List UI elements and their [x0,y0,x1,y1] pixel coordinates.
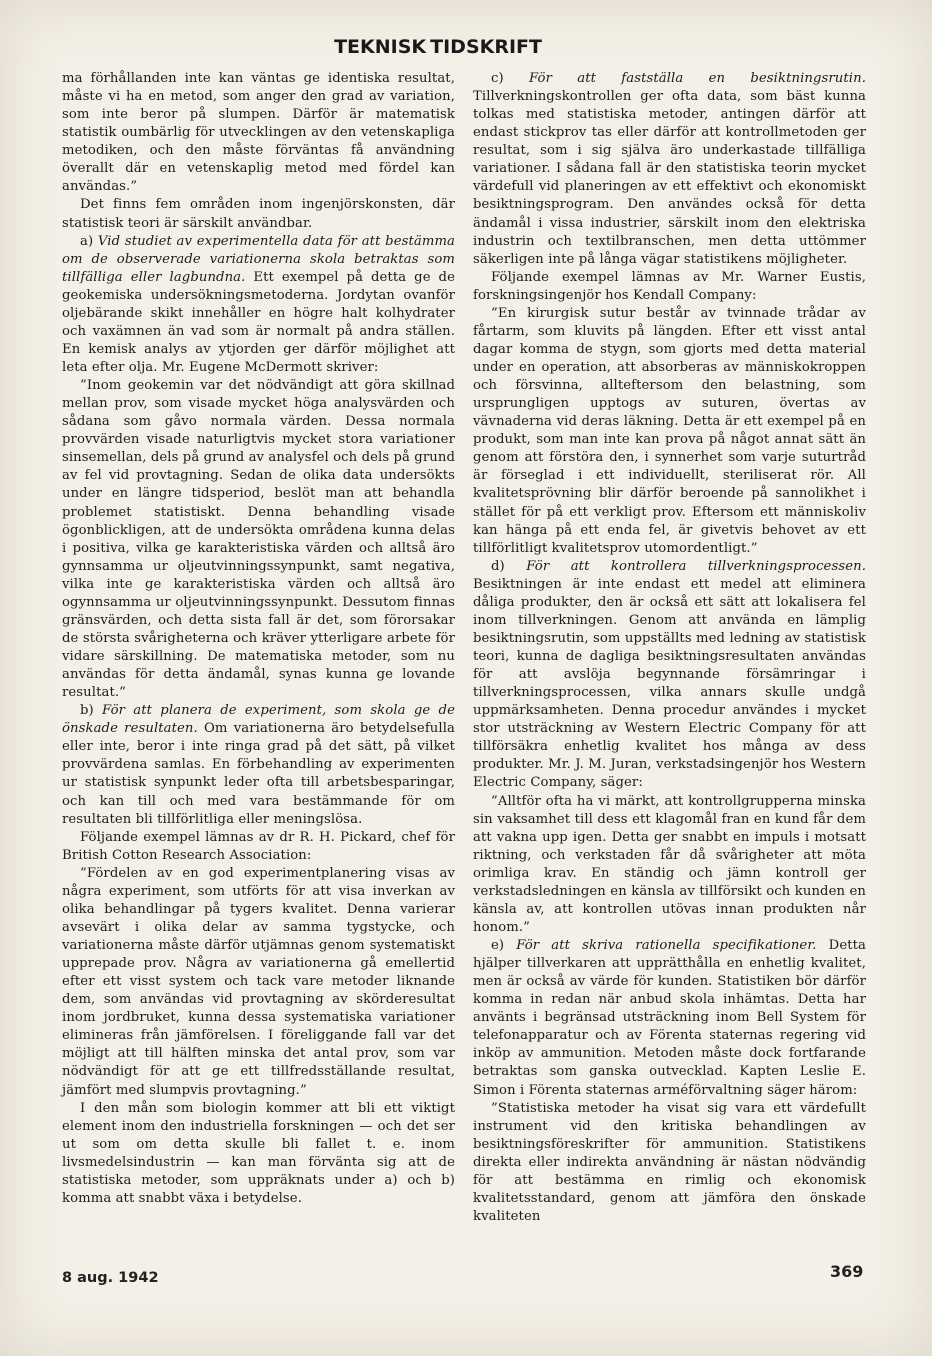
item-label: b) [80,703,103,719]
item-heading: För att planera de experiment, som skola ge de önskade resultaten. [62,703,455,737]
item-label: a) [80,233,98,249]
page-number: 369 [830,1262,864,1281]
paragraph-text: Ett exempel på detta ge de geokemiska undersökningsmetoderna. Jordytan ovanför oljebärande skikt innehåller en högre halt kolhydrater och vaxämnen än vad som är normalt på andra ställen. En kemisk analys av ytjorden ger därför möjlighet att leta efter olja. Mr. Eugene McDermott skriver: [62,269,455,375]
paragraph [473,937,866,1100]
paragraph: I den mån som biologin kommer att bli ett viktigt element inom den industriella forskningen — och det ser ut som om detta skulle bli fallet t. e. inom livsmedelsindustrin — kan man förvänta sig att de statistiska metoder, som uppräknats under a) och b) komma att snabbt växa i betydelse. [62,1100,455,1206]
item-label: e) [491,938,517,953]
issue-date: 8 aug. 1942 [62,1270,159,1286]
left-column [62,70,455,1208]
paragraph [473,70,866,269]
quote-paragraph: ”Statistiska metoder ha visat sig vara ett värdefullt instrument vid den kritiska behandlingen av besiktningsföreskrifter för ammunition. Statistikens direkta eller indirekta användning är nästan nödvändig för att bestämma en rimlig och ekonomisk kvalitetsstandard, genom att jämföra den önskade kvaliteten [473,1100,866,1224]
paragraph-text: Besiktningen är inte endast ett medel att eliminera dåliga produkter, den är också ett sätt att lokalisera fel inom tillverkningen. Genom att använda en lämplig besiktningsrutin, som uppställts med ledning av statistisk teori, kunna de dagliga besiktningsresultaten användas för att avslöja begynnande försämringar i tillverkningsprocessen, vilka annars skulle undgå uppmärksamheten. Denna procedur användes i mycket stor utsträckning av Western Electric Company för att tillförsäkra enhetlig kvalitet hos många av dess produkter. Mr. J. M. Juran, verkstadsingenjör hos Western Electric Company, säger: [473,576,866,791]
paragraph: Följande exempel lämnas av dr R. H. Pickard, chef för British Cotton Research Association: [62,829,455,863]
item-heading: Vid studiet av experimentella data för att bestämma om de observerade variationerna skola betraktas som tillfälliga eller lagbundna. [62,233,456,285]
paragraph [473,558,866,793]
quote-paragraph: ”En kirurgisk sutur består av tvinnade trådar av fårtarm, som kluvits på längden. Efter ett visst antal dagar komma de stygn, som gjorts med detta material under en operation, att absorberas av människokroppen och försvinna, allteftersom den belastning, som ursprungligen upptogs av suturen, övertas av vävnaderna vid deras läkning. Detta är ett exempel på en produkt, som man inte kan prova på något annat sätt än genom att förstöra den, i synnerhet som varje suturtråd är förseglad i ett individuellt, steriliserat rör. All kvalitetsprövning blir därför beroende på sannolikhet i stället för på ett verkligt prov. Eftersom ett människoliv kan hänga på ett enda fel, är givetvis behovet av ett tillförlitligt kvalitetsprov utomordentligt.” [473,305,866,556]
item-label: c) [491,71,530,86]
paragraph-text: Om variationerna äro betydelsefulla eller inte, beror i inte ringa grad på det sätt, på vilket provvärdena samlas. En förbehandling av experimenten ur statistisk synpunkt leder ofta till arbetsbesparingar, och kan till och med vara bestämmande för om resultaten bli tillförlitliga eller meningslösa. [62,721,455,827]
item-heading: För att skriva rationella specifikationer. [516,938,817,953]
paragraph: Följande exempel lämnas av Mr. Warner Eustis, forskningsingenjör hos Kendall Company: [473,269,866,303]
item-heading: För att kontrollera tillverkningsprocessen. [526,558,866,574]
masthead-title-part2: TIDSKRIFT [430,36,542,58]
paragraph: Det finns fem områden inom ingenjörskonsten, där statistisk teori är särskilt användbar. [62,197,455,231]
item-heading: För att fastställa en besiktningsrutin. [529,71,866,86]
quote-paragraph: ”Inom geokemin var det nödvändigt att göra skillnad mellan prov, som visade mycket höga analysvärden och sådana som gåvo normala värden. Dessa normala provvärden visade naturligtvis mycket stora variationer sinsemellan, dels på grund av analysfel och dels på grund av fel vid provtagning. Sedan de olika data undersökts under en längre tidsperiod, beslöt man att behandla problemet statistiskt. Denna behandling visade ögonblickligen, att de undersökta områdena kunna delas i positiva, vilka ge karakteristiska värden och alltså äro gynnsamma ur oljeutvinningssynpunkt, samt negativa, vilka inte ge karakteristiska värden och alltså äro ogynnsamma ur oljeutvinningssynpunkt. Dessutom finnas gränsvärden, och detta sista fall är det, som förorsakar de största svårigheterna och kräver ytterligare arbete för vidare särskillning. De matematiska metoder, som nu användas för detta ändamål, synas kunna ge lovande resultat.” [62,378,455,701]
paragraph-text: Detta hjälper tillverkaren att upprätthålla en enhetlig kvalitet, men är också av värde för kunden. Statistiken bör därför komma in redan när anbud skola inhämtas. Detta har använts i begränsad utsträckning inom Bell System för telefonapparatur och av Förenta staternas regering vid inköp av ammunition. Metoden måste dock fortfarande betraktas som ganska outvecklad. Kapten Leslie E. Simon i Förenta staternas arméförvaltning säger härom: [473,938,866,1098]
quote-paragraph: ”Alltför ofta ha vi märkt, att kontrollgrupperna minska sin vaksamhet till dess ett klagomål fran en kund får dem att vakna upp igen. Detta ger snabbt en impuls i motsatt riktning, och verkstaden får då svårigheter att möta orimliga krav. En ständig och jämn kontroll ger verkstadsledningen en känsla av tillförsikt och kunden en känsla av, att kontrollen utövas innan produkten når honom.” [473,793,866,935]
paragraph: ma förhållanden inte kan väntas ge identiska resultat, måste vi ha en metod, som anger den grad av variation, som inte beror på slumpen. Därför är matematisk statistik oumbärlig för utvecklingen av den vetenskapliga metodiken, och den måste förväntas få användning överallt där en vetenskaplig metod med fördel kan användas.” [62,71,455,195]
masthead [334,36,542,58]
paragraph [62,233,455,378]
right-column [473,70,866,1226]
paragraph-text: Tillverkningskontrollen ger ofta data, som bäst kunna tolkas med statistiska metoder, antingen därför att endast stickprov tas eller därför att kontrollmetoden ger resultat, som i sig själva äro underkastade tillfälliga variationer. I sådana fall är den statistiska teorin mycket värdefull vid planeringen av ett effektivt och ekonomiskt besiktningsprogram. Den användes också för detta ändamål i vissa industrier, särskilt inom den elektriska industrin och textilbranschen, men detta uttömmer säkerligen inte på långa vägar statistikens möjligheter. [473,89,866,267]
quote-paragraph: ”Fördelen av en god experimentplanering visas av några experiment, som utförts för att visa inverkan av olika behandlingar på tygers kvalitet. Denna varierar avsevärt i olika delar av samma tygstycke, och variationerna måste därför utjämnas genom systematiskt upprepade prov. Några av variationerna gå emellertid efter ett visst system och tack vare metoder liknande dem, som användas vid provtagning av skörderesultat inom jordbruket, kunna dessa systematiska variationer elimineras från jämförelsen. I föreliggande fall var det möjligt att till hälften minska det antal prov, som var nödvändigt för att ge ett tillfredsställande resultat, jämfört med slumpvis provtagning.” [62,865,455,1098]
masthead-title-part1: TEKNISK [334,36,427,58]
paragraph [62,702,455,828]
item-label: d) [491,558,527,574]
